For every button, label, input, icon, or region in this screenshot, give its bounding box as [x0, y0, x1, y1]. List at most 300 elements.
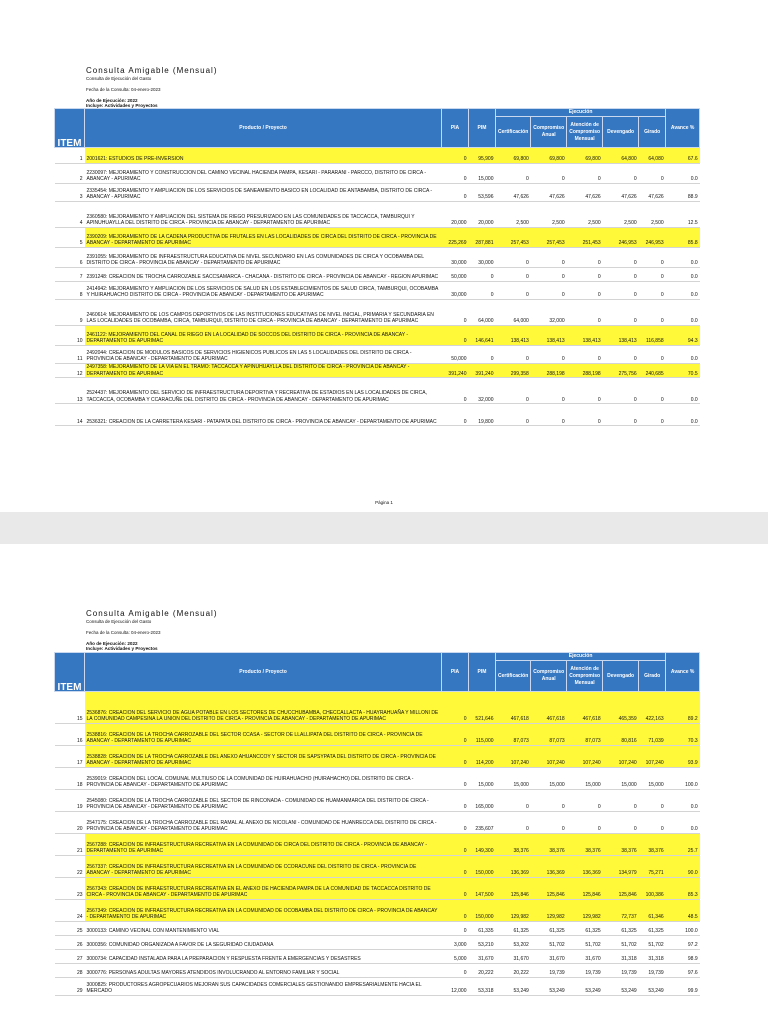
row-avance: 85.8 — [666, 228, 700, 248]
row-compromiso: 53,249 — [531, 978, 567, 996]
row-devengado: 19,739 — [603, 964, 639, 978]
row-pia: 0 — [442, 326, 469, 346]
table-row — [55, 692, 700, 724]
table-row — [55, 326, 700, 346]
row-compromiso: 61,325 — [531, 922, 567, 936]
row-pim: 287,881 — [469, 228, 496, 248]
row-item-number: 20 — [55, 812, 85, 834]
row-atencion: 0 — [567, 164, 603, 184]
row-description: 2391248: CREACION DE TROCHA CARROZABLE SACCSAMARCA - CHACANA - DISTRITO DE CIRCA - PROVINCIA DE ABANCAY - REGION APURIMAC — [85, 268, 442, 282]
table-row — [55, 346, 700, 364]
row-certificacion: 53,249 — [496, 978, 531, 996]
row-devengado: 138,413 — [603, 326, 639, 346]
row-certificacion: 0 — [496, 812, 531, 834]
row-certificacion: 47,626 — [496, 184, 531, 202]
row-pim: 30,000 — [469, 248, 496, 268]
row-devengado: 53,249 — [603, 978, 639, 996]
row-pim: 31,670 — [469, 950, 496, 964]
row-description: 2539019: CREACION DEL LOCAL COMUNAL MULTIUSO DE LA COMUNIDAD DE HUIRAHUACHO (HUIRAHACHO) DEL DISTRITO DE CIRCA - PROVINCIA DE ABANCAY - DEPARTAMENTO DE APURIMAC — [85, 768, 442, 790]
row-devengado: 246,953 — [603, 228, 639, 248]
report-subtitle: Consulta de Ejecución del Gasto — [86, 619, 152, 624]
row-description: 2567343: CREACION DE INFRAESTRUCTURA RECREATIVA EN EL ANEXO DE HACIENDA PAMPA DE LA COMUNIDAD DE TACCACCA DISTRITO DE CIRCA - PROVINCIA DE ABANCAY - DEPARTAMENTO DE APURIMAC — [85, 878, 442, 900]
row-item-number: 5 — [55, 228, 85, 248]
row-certificacion: 0 — [496, 282, 531, 300]
row-item-number: 24 — [55, 900, 85, 922]
col-pim: PIM — [469, 109, 496, 148]
row-atencion: 15,000 — [567, 768, 603, 790]
row-pia: 30,000 — [442, 282, 469, 300]
row-description: 2391055: MEJORAMIENTO DE INFRAESTRUCTURA EDUCATIVA DE NIVEL SECUNDARIO EN LAS COMUNIDADES DE CIRCA Y OCOBAMBA DEL DISTRITO DE CIRCA - PROVINCIA DE ABANCAY - DEPARTAMENTO DE APURIMAC — [85, 248, 442, 268]
table-row — [55, 900, 700, 922]
row-pim: 20,222 — [469, 964, 496, 978]
row-pim: 15,000 — [469, 768, 496, 790]
row-atencion: 69,800 — [567, 148, 603, 164]
row-girado: 19,739 — [639, 964, 666, 978]
row-avance: 97.6 — [666, 964, 700, 978]
row-compromiso: 0 — [531, 790, 567, 812]
row-avance: 98.9 — [666, 950, 700, 964]
row-girado: 15,000 — [639, 768, 666, 790]
row-devengado: 134,979 — [603, 856, 639, 878]
row-pim: 53,318 — [469, 978, 496, 996]
row-item-number: 12 — [55, 364, 85, 378]
row-item-number: 21 — [55, 834, 85, 856]
row-pim: 149,300 — [469, 834, 496, 856]
table-row — [55, 248, 700, 268]
row-compromiso: 0 — [531, 378, 567, 404]
row-item-number: 15 — [55, 692, 85, 724]
row-compromiso: 125,846 — [531, 878, 567, 900]
col-compromiso: Compromiso Anual — [531, 117, 567, 148]
row-girado: 53,249 — [639, 978, 666, 996]
table-row — [55, 922, 700, 936]
row-item-number: 26 — [55, 936, 85, 950]
row-compromiso: 0 — [531, 248, 567, 268]
report-subtitle: Consulta de Ejecución del Gasto — [86, 76, 152, 81]
row-certificacion: 299,358 — [496, 364, 531, 378]
row-certificacion: 136,369 — [496, 856, 531, 878]
row-certificacion: 0 — [496, 268, 531, 282]
row-avance: 25.7 — [666, 834, 700, 856]
row-certificacion: 0 — [496, 164, 531, 184]
row-description: 2390209: MEJORAMIENTO DE LA CADENA PRODUCTIVA DE FRUTALES EN LAS LOCALIDADES DE CIRCA DEL DISTRITO DE CIRCA - PROVINCIA DE ABANCAY - DEPARTAMENTO DE APURIMAC — [85, 228, 442, 248]
row-certificacion: 0 — [496, 378, 531, 404]
row-compromiso: 0 — [531, 404, 567, 426]
row-pim: 19,800 — [469, 404, 496, 426]
row-pia: 0 — [442, 964, 469, 978]
row-compromiso: 0 — [531, 268, 567, 282]
row-avance: 0.0 — [666, 300, 700, 326]
row-avance: 94.3 — [666, 326, 700, 346]
row-compromiso: 288,198 — [531, 364, 567, 378]
row-description: 2335454: MEJORAMIENTO Y AMPLIACION DE LOS SERVICIOS DE SANEAMIENTO BASICO EN LOCALIDAD DE ANTABAMBA, DISTRITO DE CIRCA - ABANCAY - APURIMAC — [85, 184, 442, 202]
row-item-number: 7 — [55, 268, 85, 282]
row-certificacion: 138,413 — [496, 326, 531, 346]
col-producto: Producto / Proyecto — [85, 109, 442, 148]
row-pim: 235,607 — [469, 812, 496, 834]
col-pim: PIM — [469, 653, 496, 692]
row-pia: 0 — [442, 878, 469, 900]
row-devengado: 72,737 — [603, 900, 639, 922]
row-description: 3000356: COMUNIDAD ORGANIZADA A FAVOR DE LA SEGURIDAD CIUDADANA — [85, 936, 442, 950]
row-avance: 0.0 — [666, 812, 700, 834]
row-avance: 70.5 — [666, 364, 700, 378]
row-atencion: 0 — [567, 268, 603, 282]
row-atencion: 2,500 — [567, 202, 603, 228]
row-compromiso: 31,670 — [531, 950, 567, 964]
row-pim: 20,000 — [469, 202, 496, 228]
col-certificacion: Certificación — [496, 661, 531, 692]
row-certificacion: 0 — [496, 790, 531, 812]
row-girado: 107,240 — [639, 746, 666, 768]
row-avance: 67.6 — [666, 148, 700, 164]
row-compromiso: 2,500 — [531, 202, 567, 228]
report-header — [86, 609, 218, 651]
table-row — [55, 878, 700, 900]
row-description: 2001621: ESTUDIOS DE PRE-INVERSION — [85, 148, 442, 164]
execution-table — [54, 108, 700, 426]
row-pim: 147,500 — [469, 878, 496, 900]
table-row — [55, 202, 700, 228]
row-girado: 64,080 — [639, 148, 666, 164]
row-description: 3000776: PERSONAS ADULTAS MAYORES ATENDIDOS INVOLUCRANDO AL ENTORNO FAMILIAR Y SOCIAL — [85, 964, 442, 978]
includes-note: Incluye: Actividades y Proyectos — [86, 103, 158, 108]
row-avance: 99.9 — [666, 978, 700, 996]
table-body — [55, 148, 700, 426]
report-page-2 — [0, 544, 768, 1024]
row-devengado: 0 — [603, 248, 639, 268]
row-atencion: 129,982 — [567, 900, 603, 922]
row-pia: 30,000 — [442, 248, 469, 268]
table-row — [55, 724, 700, 746]
row-compromiso: 32,000 — [531, 300, 567, 326]
row-pia: 0 — [442, 148, 469, 164]
row-pim: 114,200 — [469, 746, 496, 768]
row-description: 2360580: MEJORAMIENTO Y AMPLIACION DEL SISTEMA DE RIEGO PRESURIZADO EN LAS COMUNIDADES DE TACCACCA, TAMBURQUI Y APINUHUAYLLA DEL DISTRITO DE CIRCA - PROVINCIA DE ABANCAY - DEPARTAMENTO DE APURIMAC — [85, 202, 442, 228]
row-pim: 53,210 — [469, 936, 496, 950]
row-description: 2460614: MEJORAMIENTO DE LOS CAMPOS DEPORTIVOS DE LAS INSTITUCIONES EDUCATIVAS DE NIVEL INICIAL, PRIMARIA Y SECUNDARIA EN LAS LOCALIDADES DE OCOBAMBA, CIRCA, TAMBURQUI, DISTRITO DE CIRCA - PROVINCIA DE ABANCAY - DEPARTAMENTO DE APURIMAC — [85, 300, 442, 326]
row-certificacion: 31,670 — [496, 950, 531, 964]
col-pia: PIA — [442, 109, 469, 148]
row-avance: 70.3 — [666, 724, 700, 746]
row-girado: 0 — [639, 812, 666, 834]
table-row — [55, 164, 700, 184]
row-compromiso: 51,702 — [531, 936, 567, 950]
table-row — [55, 378, 700, 404]
row-girado: 0 — [639, 282, 666, 300]
row-atencion: 0 — [567, 282, 603, 300]
table-row — [55, 148, 700, 164]
row-atencion: 107,240 — [567, 746, 603, 768]
row-atencion: 47,626 — [567, 184, 603, 202]
table-row — [55, 282, 700, 300]
row-pim: 150,000 — [469, 856, 496, 878]
row-devengado: 2,500 — [603, 202, 639, 228]
execution-year: Año de Ejecución: 2022 — [86, 641, 138, 646]
row-compromiso: 138,413 — [531, 326, 567, 346]
row-atencion: 31,670 — [567, 950, 603, 964]
row-pim: 61,335 — [469, 922, 496, 936]
row-avance: 100.0 — [666, 922, 700, 936]
row-certificacion: 0 — [496, 404, 531, 426]
row-atencion: 125,846 — [567, 878, 603, 900]
row-item-number: 8 — [55, 282, 85, 300]
table-row — [55, 834, 700, 856]
row-avance: 0.0 — [666, 268, 700, 282]
row-pia: 0 — [442, 790, 469, 812]
row-pim: 32,000 — [469, 378, 496, 404]
row-compromiso: 47,626 — [531, 184, 567, 202]
row-atencion: 53,249 — [567, 978, 603, 996]
row-avance: 0.0 — [666, 378, 700, 404]
table-row — [55, 768, 700, 790]
row-devengado: 0 — [603, 790, 639, 812]
row-girado: 61,346 — [639, 900, 666, 922]
col-girado: Girado — [639, 661, 666, 692]
row-atencion: 251,453 — [567, 228, 603, 248]
table-row — [55, 978, 700, 996]
row-certificacion: 61,325 — [496, 922, 531, 936]
row-description: 2461122: MEJORAMIENTO DEL CANAL DE RIEGO EN LA LOCALIDAD DE SOCCOS DEL DISTRITO DE CIRCA - PROVINCIA DE ABANCAY - DEPARTAMENTO DE APURIMAC — [85, 326, 442, 346]
col-ejecucion: Ejecución — [496, 109, 666, 117]
row-pia: 225,269 — [442, 228, 469, 248]
row-compromiso: 0 — [531, 346, 567, 364]
row-avance: 12.5 — [666, 202, 700, 228]
row-description: 2538828: CREACION DE LA TROCHA CARROZABLE DEL ANEXO AHUANCCOY Y SECTOR DE SAPSYPATA DEL DISTRITO DE CIRCA - PROVINCIA DE ABANCAY - DEPARTAMENTO DE APURIMAC — [85, 746, 442, 768]
row-certificacion: 87,073 — [496, 724, 531, 746]
row-pia: 0 — [442, 724, 469, 746]
row-girado: 0 — [639, 378, 666, 404]
row-pia: 0 — [442, 922, 469, 936]
row-atencion: 87,073 — [567, 724, 603, 746]
row-compromiso: 136,369 — [531, 856, 567, 878]
row-pim: 165,000 — [469, 790, 496, 812]
row-girado: 47,626 — [639, 184, 666, 202]
row-pim: 0 — [469, 268, 496, 282]
row-atencion: 0 — [567, 404, 603, 426]
row-item-number: 11 — [55, 346, 85, 364]
row-devengado: 275,756 — [603, 364, 639, 378]
row-certificacion: 64,000 — [496, 300, 531, 326]
row-girado: 0 — [639, 248, 666, 268]
row-pim: 53,596 — [469, 184, 496, 202]
execution-table — [54, 652, 700, 996]
row-girado: 0 — [639, 346, 666, 364]
row-item-number: 22 — [55, 856, 85, 878]
row-girado: 0 — [639, 404, 666, 426]
row-atencion: 0 — [567, 300, 603, 326]
row-girado: 61,325 — [639, 922, 666, 936]
row-compromiso: 38,376 — [531, 834, 567, 856]
row-description: 2524437: MEJORAMIENTO DEL SERVICIO DE INFRAESTRUCTURA DEPORTIVA Y RECREATIVA DE ESTADIOS EN LAS LOCALIDADES DE CIRCA, TACCACCA, OCOBAMBA Y CCARACUÑE DEL DISTRITO DE CIRCA - PROVINCIA DE ABANCAY - DEPARTAMENTO DE APURIMAC — [85, 378, 442, 404]
row-girado: 116,858 — [639, 326, 666, 346]
row-pim: 115,000 — [469, 724, 496, 746]
row-avance: 97.2 — [666, 936, 700, 950]
row-item-number: 6 — [55, 248, 85, 268]
row-pim: 391,240 — [469, 364, 496, 378]
table-row — [55, 746, 700, 768]
row-certificacion: 20,222 — [496, 964, 531, 978]
row-devengado: 0 — [603, 378, 639, 404]
row-pia: 0 — [442, 184, 469, 202]
row-devengado: 80,816 — [603, 724, 639, 746]
row-atencion: 136,369 — [567, 856, 603, 878]
row-atencion: 0 — [567, 378, 603, 404]
table-row — [55, 184, 700, 202]
row-devengado: 0 — [603, 812, 639, 834]
row-atencion: 0 — [567, 346, 603, 364]
row-girado: 51,702 — [639, 936, 666, 950]
table-body — [55, 692, 700, 996]
table-row — [55, 964, 700, 978]
table-row — [55, 364, 700, 378]
row-description: 2414942: MEJORAMIENTO Y AMPLIACION DE LOS SERVICIOS DE SALUD EN LOS ESTABLECIMIENTOS DE SALUD CIRCA, TAMBURQUI, OCOBAMBA Y HUIRAHUACHO DISTRITO DE CIRCA - PROVINCIA DE ABANCAY - DEPARTAMENTO DE APURIMAC — [85, 282, 442, 300]
row-avance: 0.0 — [666, 404, 700, 426]
row-item-number: 18 — [55, 768, 85, 790]
row-item-number: 25 — [55, 922, 85, 936]
row-devengado: 0 — [603, 282, 639, 300]
row-description: 2538816: CREACION DE LA TROCHA CARROZABLE DEL SECTOR CCASA - SECTOR DE LLALLIPATA DEL DISTRITO DE CIRCA - PROVINCIA DE ABANCAY - DEPARTAMENTO DE APURIMAC — [85, 724, 442, 746]
row-atencion: 51,702 — [567, 936, 603, 950]
row-devengado: 107,240 — [603, 746, 639, 768]
row-devengado: 38,376 — [603, 834, 639, 856]
row-certificacion: 0 — [496, 248, 531, 268]
row-devengado: 31,318 — [603, 950, 639, 964]
row-certificacion: 467,618 — [496, 692, 531, 724]
row-description: 2492044: CREACION DE MODULOS BASICOS DE SERVICIOS HIGIENICOS PUBLICOS EN LAS 5 LOCALIDADES DEL DISTRITO DE CIRCA - PROVINCIA DE ABANCAY - DEPARTAMENTO DE APURIMAC — [85, 346, 442, 364]
row-compromiso: 15,000 — [531, 768, 567, 790]
report-title: Consulta Amigable (Mensual) — [86, 66, 218, 75]
row-avance: 89.2 — [666, 692, 700, 724]
col-item: ITEM — [55, 109, 85, 148]
col-avance: Avance % — [666, 109, 700, 148]
report-title: Consulta Amigable (Mensual) — [86, 609, 218, 618]
row-compromiso: 0 — [531, 164, 567, 184]
row-compromiso: 69,800 — [531, 148, 567, 164]
row-item-number: 3 — [55, 184, 85, 202]
col-item: ITEM — [55, 653, 85, 692]
col-avance: Avance % — [666, 653, 700, 692]
row-item-number: 19 — [55, 790, 85, 812]
row-avance: 0.0 — [666, 164, 700, 184]
row-item-number: 17 — [55, 746, 85, 768]
row-avance: 0.0 — [666, 248, 700, 268]
row-girado: 240,685 — [639, 364, 666, 378]
row-avance: 0.0 — [666, 790, 700, 812]
row-pim: 0 — [469, 282, 496, 300]
row-item-number: 14 — [55, 404, 85, 426]
row-devengado: 0 — [603, 300, 639, 326]
row-pia: 0 — [442, 378, 469, 404]
row-pia: 0 — [442, 300, 469, 326]
table-row — [55, 936, 700, 950]
row-pim: 95,909 — [469, 148, 496, 164]
row-avance: 85.3 — [666, 878, 700, 900]
row-devengado: 0 — [603, 164, 639, 184]
row-devengado: 15,000 — [603, 768, 639, 790]
row-item-number: 1 — [55, 148, 85, 164]
row-atencion: 38,376 — [567, 834, 603, 856]
row-girado: 31,318 — [639, 950, 666, 964]
row-devengado: 64,800 — [603, 148, 639, 164]
row-devengado: 51,702 — [603, 936, 639, 950]
col-producto: Producto / Proyecto — [85, 653, 442, 692]
row-compromiso: 129,982 — [531, 900, 567, 922]
table-row — [55, 790, 700, 812]
table-row — [55, 404, 700, 426]
row-compromiso: 0 — [531, 812, 567, 834]
row-certificacion: 125,846 — [496, 878, 531, 900]
row-description: 2536876: CREACION DEL SERVICIO DE AGUA POTABLE EN LOS SECTORES DE CHUCCHUBAMBA, CHECCALLACTA - HUAYRAHUAÑA Y MILLONI DE LA COMUNIDAD CAMPESINA LA UNION DEL DISTRITO DE CIRCA - PROVINCIA DE ABANCAY - DEPARTAMENTO DE APURIMAC — [85, 692, 442, 724]
row-avance: 48.5 — [666, 900, 700, 922]
row-pia: 20,000 — [442, 202, 469, 228]
row-certificacion: 69,800 — [496, 148, 531, 164]
row-compromiso: 467,618 — [531, 692, 567, 724]
row-certificacion: 107,240 — [496, 746, 531, 768]
row-compromiso: 107,240 — [531, 746, 567, 768]
row-pia: 0 — [442, 746, 469, 768]
row-pia: 0 — [442, 812, 469, 834]
row-atencion: 0 — [567, 812, 603, 834]
table-row — [55, 856, 700, 878]
row-item-number: 27 — [55, 950, 85, 964]
row-girado: 0 — [639, 268, 666, 282]
row-pim: 64,000 — [469, 300, 496, 326]
row-girado: 0 — [639, 300, 666, 326]
col-girado: Girado — [639, 117, 666, 148]
row-certificacion: 15,000 — [496, 768, 531, 790]
row-pia: 5,000 — [442, 950, 469, 964]
row-girado: 38,376 — [639, 834, 666, 856]
row-pia: 0 — [442, 164, 469, 184]
row-avance: 100.0 — [666, 768, 700, 790]
table-row — [55, 228, 700, 248]
row-atencion: 138,413 — [567, 326, 603, 346]
table-row — [55, 950, 700, 964]
row-devengado: 0 — [603, 346, 639, 364]
col-devengado: Devengado — [603, 661, 639, 692]
row-atencion: 61,325 — [567, 922, 603, 936]
query-date: Fecha de la Consulta: 04-enero-2023 — [86, 87, 161, 92]
row-girado: 246,953 — [639, 228, 666, 248]
row-pia: 50,000 — [442, 268, 469, 282]
row-certificacion: 53,202 — [496, 936, 531, 950]
row-pia: 0 — [442, 404, 469, 426]
row-girado: 422,163 — [639, 692, 666, 724]
page-number: Página 1 — [375, 500, 393, 505]
row-girado: 71,039 — [639, 724, 666, 746]
row-item-number: 23 — [55, 878, 85, 900]
table-row — [55, 812, 700, 834]
row-pia: 3,000 — [442, 936, 469, 950]
table-row — [55, 268, 700, 282]
col-ejecucion: Ejecución — [496, 653, 666, 661]
row-atencion: 0 — [567, 790, 603, 812]
row-pia: 0 — [442, 856, 469, 878]
row-item-number: 29 — [55, 978, 85, 996]
query-date: Fecha de la Consulta: 04-enero-2023 — [86, 630, 161, 635]
row-pim: 15,000 — [469, 164, 496, 184]
row-atencion: 19,739 — [567, 964, 603, 978]
report-header — [86, 66, 218, 108]
row-description: 2536321: CREACION DE LA CARRETERA KESARI - PATAPATA DEL DISTRITO DE CIRCA - PROVINCIA DE ABANCAY - DEPARTAMENTO DE APURIMAC — [85, 404, 442, 426]
row-description: 2567288: CREACION DE INFRAESTRUCTURA RECREATIVA EN LA COMUNIDAD DE CIRCA DEL DISTRITO DE CIRCA - PROVINCIA DE ABANCAY - DEPARTAMENTO DE APURIMAC — [85, 834, 442, 856]
row-description: 2567337: CREACION DE INFRAESTRUCTURA RECREATIVA EN LA COMUNIDAD DE CCORACUNE DEL DISTRITO DE CIRCA - PROVINCIA DE ABANCAY - DEPARTAMENTO DE APURIMAC — [85, 856, 442, 878]
includes-note: Incluye: Actividades y Proyectos — [86, 646, 158, 651]
row-avance: 0.0 — [666, 282, 700, 300]
row-description: 3000825: PRODUCTORES AGROPECUARIOS MEJORAN SUS CAPACIDADES COMERCIALES GESTIONANDO EMPRESARIALMENTE HACIA EL MERCADO — [85, 978, 442, 996]
row-avance: 90.0 — [666, 856, 700, 878]
